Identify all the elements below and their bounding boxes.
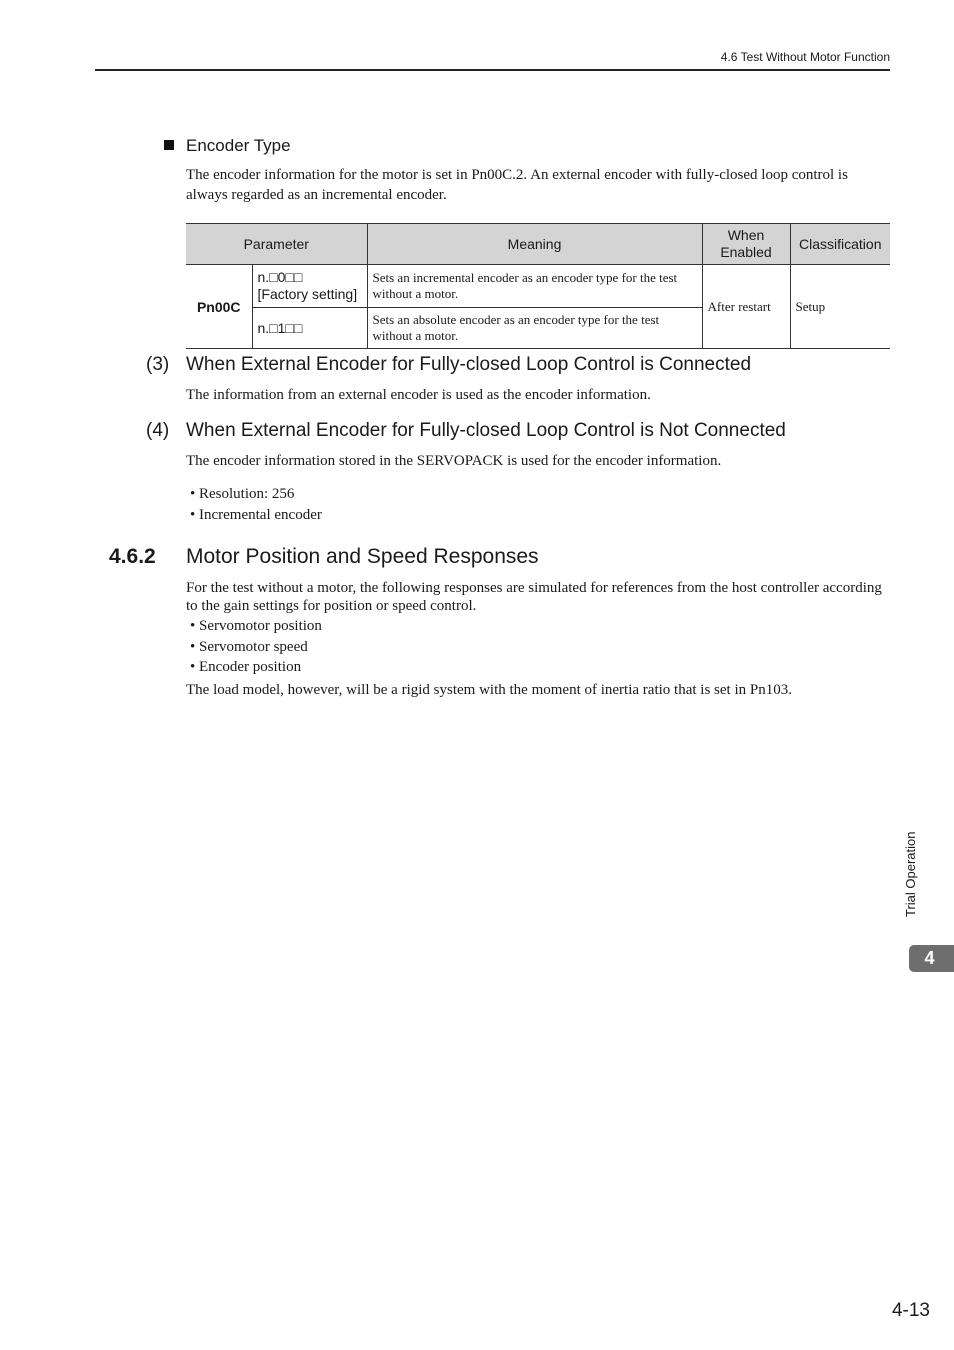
encoder-type-title: Encoder Type — [186, 136, 291, 155]
classification-cell: Setup — [790, 265, 890, 349]
section-paragraph: For the test without a motor, the following responses are simulated for references from the host controller according to the gain settings for position or speed control. — [186, 580, 882, 614]
list-item: • Encoder position — [190, 659, 302, 675]
header-meaning: Meaning — [367, 224, 702, 265]
parameter-number: Pn00C — [186, 265, 252, 349]
subsection-4-heading: (4) When External Encoder for Fully-closed Loop Control is Not Connected — [146, 420, 786, 441]
list-item: • Resolution: 256 — [190, 486, 295, 502]
header-when-enabled: When Enabled — [702, 224, 790, 265]
encoder-type-heading — [164, 136, 291, 156]
subsection-4-paragraph: The encoder information stored in the SERVOPACK is used for the encoder information. — [186, 453, 722, 469]
parameter-value: n.□1□□ — [252, 308, 367, 349]
list-item: • Servomotor speed — [190, 639, 308, 655]
table-row — [186, 265, 890, 308]
list-item: • Servomotor position — [190, 618, 322, 634]
list-item: • Incremental encoder — [190, 507, 322, 523]
header-classification: Classification — [790, 224, 890, 265]
page-number: 4-13 — [891, 1300, 930, 1321]
parameter-table — [186, 223, 890, 349]
subsection-3-paragraph: The information from an external encoder is used as the encoder information. — [186, 387, 651, 403]
parameter-meaning: Sets an incremental encoder as an encoder type for the test without a motor. — [367, 265, 702, 308]
header-rule — [95, 69, 890, 71]
chapter-tab: 4 — [909, 945, 954, 972]
encoder-type-paragraph: The encoder information for the motor is set in Pn00C.2. An external encoder with fully-closed loop control is always regarded as an incremental encoder. — [186, 167, 848, 203]
section-heading: 4.6.2 Motor Position and Speed Responses — [109, 545, 539, 568]
header-parameter: Parameter — [186, 224, 367, 265]
subsection-3-heading: (3) When External Encoder for Fully-closed Loop Control is Connected — [146, 354, 752, 375]
parameter-meaning: Sets an absolute encoder as an encoder type for the test without a motor. — [367, 308, 702, 349]
section-closing-paragraph: The load model, however, will be a rigid system with the moment of inertia ratio that is set in Pn103. — [186, 682, 792, 698]
square-bullet-icon — [164, 140, 174, 150]
chapter-side-label: Trial Operation — [903, 831, 918, 917]
running-header: 4.6 Test Without Motor Function — [720, 50, 890, 64]
parameter-value: n.□0□□ [Factory setting] — [252, 265, 367, 308]
when-enabled-cell: After restart — [702, 265, 790, 349]
